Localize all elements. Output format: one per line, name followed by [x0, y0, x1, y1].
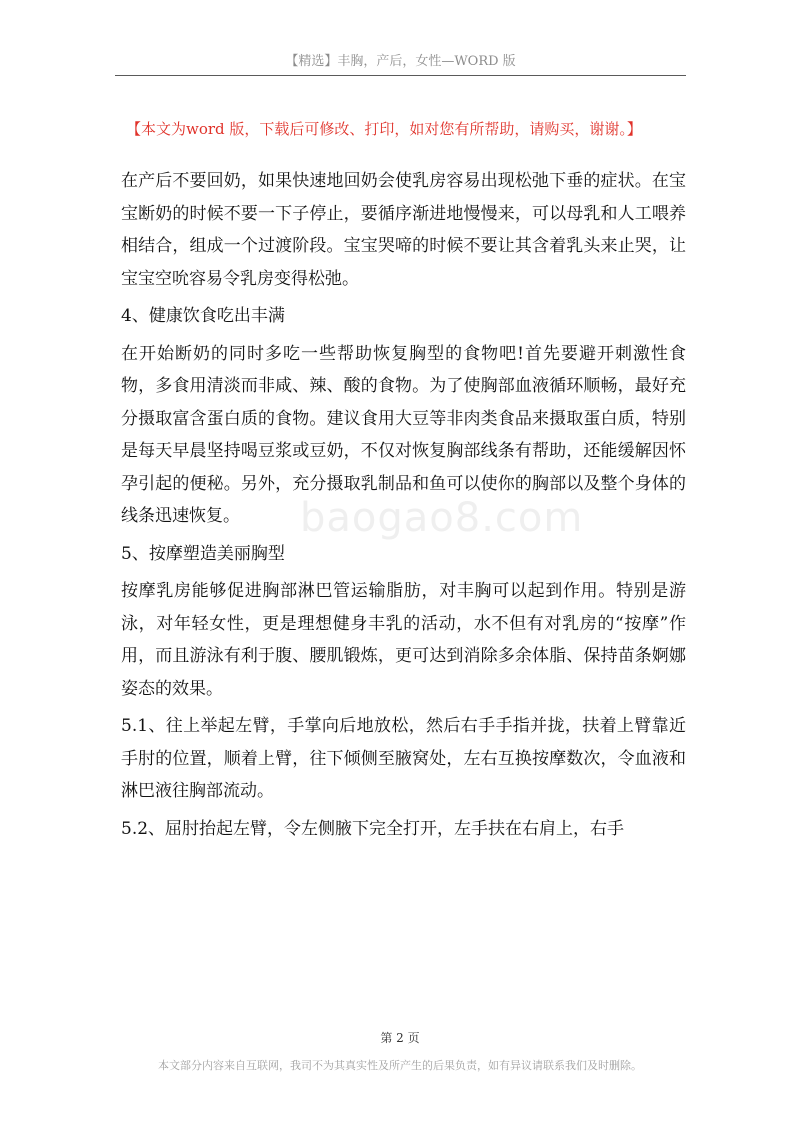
paragraph-diet: 在开始断奶的同时多吃一些帮助恢复胸型的食物吧!首先要避开刺激性食物，多食用清淡而非咸、辣、酸的食物。为了使胸部血液循环顺畅，最好充分摄取富含蛋白质的食物。建议食用大豆等非肉类食品来摄取蛋白质，特别是每天早晨坚持喝豆浆或豆奶，不仅对恢复胸部线条有帮助，还能缓解因怀孕引起的便秘。另外，充分摄取乳制品和鱼可以使你的胸部以及整个身体的线条迅速恢复。: [121, 343, 686, 526]
paragraph-massage: 按摩乳房能够促进胸部淋巴管运输脂肪，对丰胸可以起到作用。特别是游泳，对年轻女性，更是理想健身丰乳的活动，水不但有对乳房的“按摩”作用，而且游泳有利于腹、腰肌锻炼，更可达到消除多余体脂、保持苗条婀娜姿态的效果。: [121, 581, 686, 699]
header-divider: [115, 75, 686, 76]
paragraph-step-5-1: 5.1、往上举起左臂，手掌向后地放松，然后右手手指并拢，扶着上臂靠近手肘的位置，顺着上臂，往下倾侧至腋窝处，左右互换按摩数次，令血液和淋巴液往胸部流动。: [121, 716, 686, 801]
page-header: 【精选】丰胸，产后，女性—WORD 版: [285, 54, 516, 69]
section-heading-4: 4、健康饮食吃出丰满: [121, 306, 285, 326]
watermark: baogao8.com: [300, 495, 584, 541]
download-notice: 【本文为word 版，下载后可修改、打印，如对您有所帮助，请购买，谢谢。】: [126, 120, 642, 138]
footer-disclaimer: 本文部分内容来自互联网，我司不为其真实性及所产生的后果负责，如有异议请联系我们及时删除。: [158, 1059, 642, 1072]
page-number: 第 2 页: [380, 1031, 420, 1045]
paragraph-step-5-2: 5.2、屈肘抬起左臂，令左侧腋下完全打开，左手扶在右肩上，右手: [121, 818, 625, 839]
section-heading-5: 5、按摩塑造美丽胸型: [121, 543, 285, 564]
document-body: [121, 165, 686, 850]
paragraph-weaning: 在产后不要回奶，如果快速地回奶会使乳房容易出现松弛下垂的症状。在宝宝断奶的时候不要一下子停止，要循序渐进地慢慢来，可以母乳和人工喂养相结合，组成一个过渡阶段。宝宝哭啼的时候不要让其含着乳头来止哭，让宝宝空吮容易令乳房变得松弛。: [121, 171, 686, 289]
